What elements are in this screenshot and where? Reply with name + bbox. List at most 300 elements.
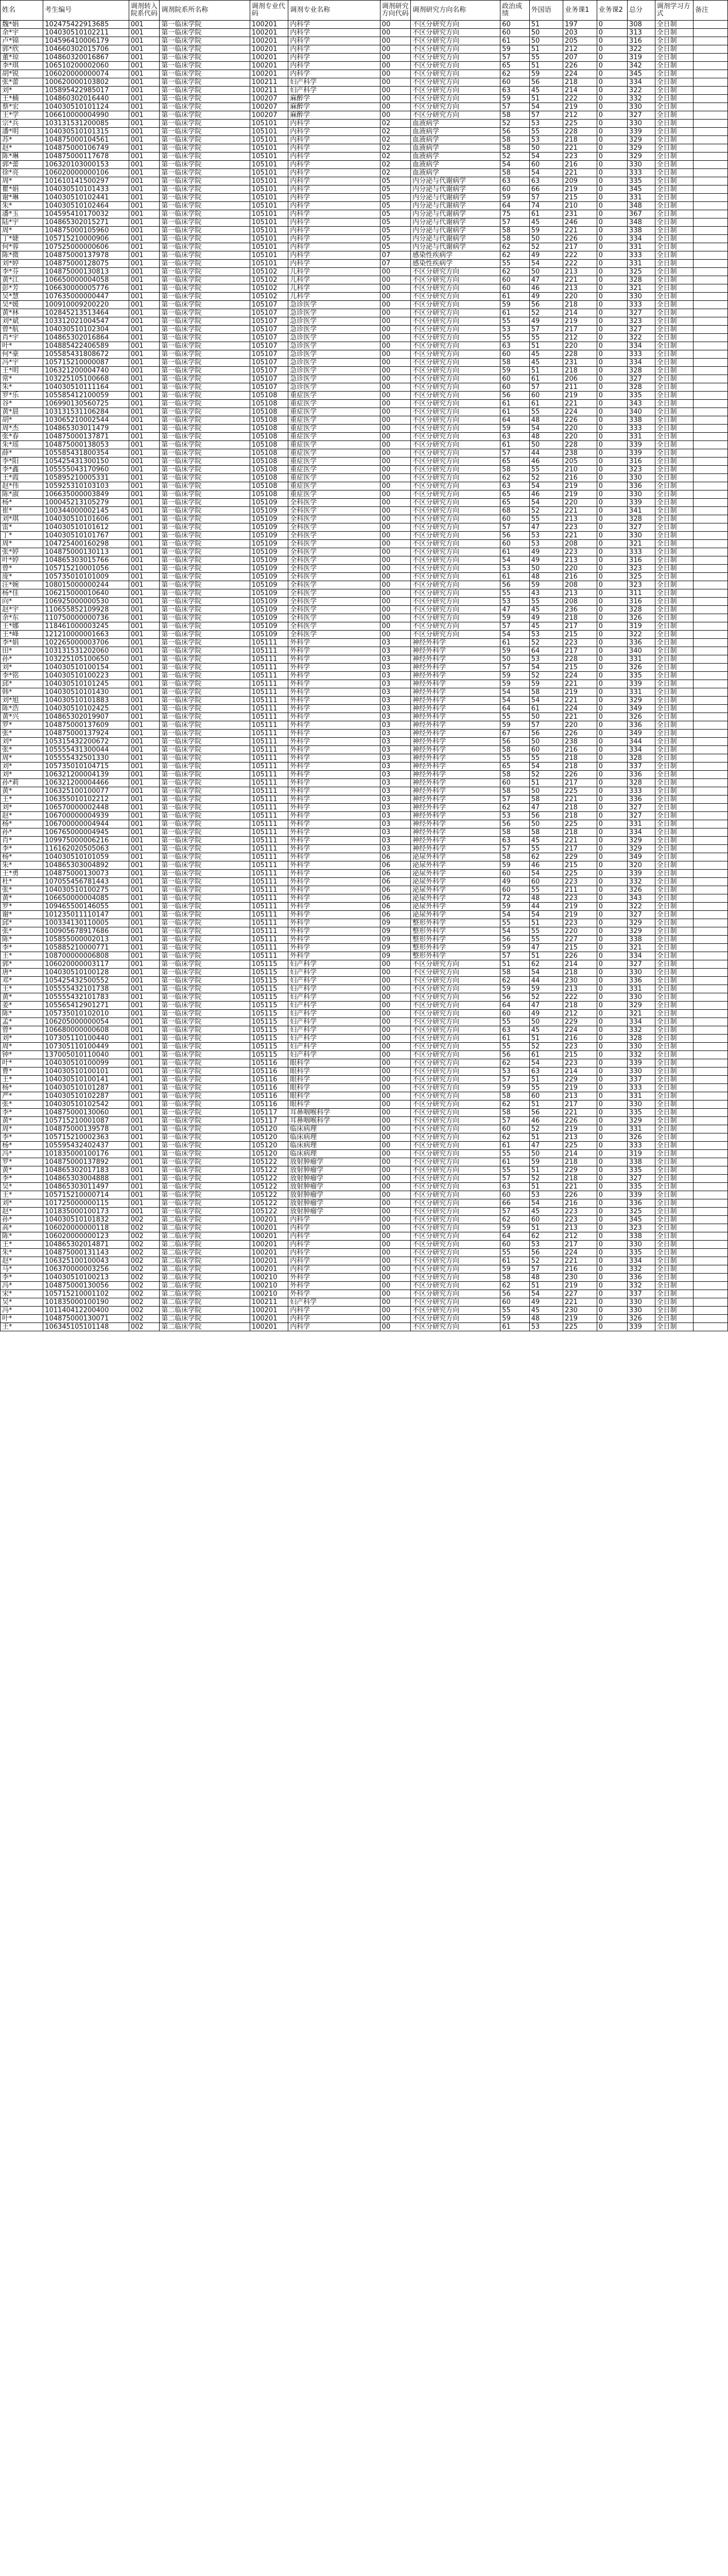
table-row xyxy=(1,631,728,639)
total-score-cell: 337 xyxy=(628,762,655,771)
study-mode-cell: 全日制 xyxy=(655,1257,693,1265)
remark-cell xyxy=(693,144,727,152)
dept-name-cell: 第一临床学院 xyxy=(160,1084,250,1092)
study-mode-cell: 全日制 xyxy=(655,795,693,804)
course-1-score-cell: 227 xyxy=(563,1290,597,1298)
politics-score-cell: 57 xyxy=(500,664,530,672)
total-score-cell: 333 xyxy=(628,787,655,795)
table-row xyxy=(1,1059,728,1067)
study-mode-cell: 全日制 xyxy=(655,45,693,54)
course-2-score-cell: 0 xyxy=(597,1274,627,1282)
total-score-cell: 328 xyxy=(628,1035,655,1043)
direction-code-cell: 00 xyxy=(380,408,410,416)
dept-name-cell: 第一临床学院 xyxy=(160,482,250,490)
foreign-language-score-cell: 57 xyxy=(529,1265,563,1274)
remark-cell xyxy=(693,284,727,293)
foreign-language-score-cell: 46 xyxy=(529,490,563,499)
course-2-score-cell: 0 xyxy=(597,878,627,886)
name-cell: 刘* xyxy=(1,738,43,746)
direction-code-cell: 00 xyxy=(380,1035,410,1043)
course-1-score-cell: 221 xyxy=(563,837,597,845)
table-row xyxy=(1,185,728,194)
foreign-language-score-cell: 51 xyxy=(529,1035,563,1043)
course-2-score-cell: 0 xyxy=(597,128,627,136)
direction-name-cell: 不区分研究方向 xyxy=(411,523,500,532)
total-score-cell: 334 xyxy=(628,235,655,243)
course-2-score-cell: 0 xyxy=(597,136,627,144)
major-code-cell: 105116 xyxy=(250,1076,288,1084)
course-1-score-cell: 220 xyxy=(563,433,597,441)
politics-score-cell: 63 xyxy=(500,87,530,95)
study-mode-cell: 全日制 xyxy=(655,507,693,515)
course-2-score-cell: 0 xyxy=(597,779,627,787)
course-1-score-cell: 215 xyxy=(563,944,597,952)
direction-name-cell: 不区分研究方向 xyxy=(411,392,500,400)
total-score-cell: 331 xyxy=(628,1125,655,1133)
remark-cell xyxy=(693,218,727,227)
course-1-score-cell: 218 xyxy=(563,828,597,837)
major-code-cell: 105116 xyxy=(250,1084,288,1092)
direction-code-cell: 00 xyxy=(380,482,410,490)
dept-name-cell: 第一临床学院 xyxy=(160,837,250,845)
course-2-score-cell: 0 xyxy=(597,804,627,812)
table-row xyxy=(1,614,728,622)
politics-score-cell: 68 xyxy=(500,507,530,515)
total-score-cell: 337 xyxy=(628,1076,655,1084)
foreign-language-score-cell: 50 xyxy=(529,37,563,45)
course-2-score-cell: 0 xyxy=(597,1208,627,1216)
major-name-cell: 急诊医学 xyxy=(288,367,380,375)
name-cell: 肖*宇 xyxy=(1,334,43,342)
remark-cell xyxy=(693,837,727,845)
study-mode-cell: 全日制 xyxy=(655,1208,693,1216)
study-mode-cell: 全日制 xyxy=(655,985,693,993)
exam-id-cell: 104875000104561 xyxy=(43,136,129,144)
dept-name-cell: 第一临床学院 xyxy=(160,795,250,804)
course-1-score-cell: 214 xyxy=(563,1150,597,1158)
politics-score-cell: 50 xyxy=(500,655,530,664)
major-code-cell: 105107 xyxy=(250,375,288,383)
politics-score-cell: 60 xyxy=(500,779,530,787)
study-mode-cell: 全日制 xyxy=(655,969,693,977)
table-row xyxy=(1,268,728,276)
politics-score-cell: 59 xyxy=(500,944,530,952)
study-mode-cell: 全日制 xyxy=(655,111,693,120)
exam-id-cell: 109975000006216 xyxy=(43,837,129,845)
foreign-language-score-cell: 54 xyxy=(529,260,563,268)
course-1-score-cell: 217 xyxy=(563,1100,597,1109)
name-cell: 张* xyxy=(1,927,43,936)
table-row xyxy=(1,804,728,812)
major-name-cell: 妇产科学 xyxy=(288,78,380,87)
total-score-cell: 336 xyxy=(628,771,655,779)
name-cell: 余*东 xyxy=(1,614,43,622)
total-score-cell: 330 xyxy=(628,490,655,499)
course-1-score-cell: 229 xyxy=(563,1166,597,1175)
direction-name-cell: 血液病学 xyxy=(411,128,500,136)
course-2-score-cell: 0 xyxy=(597,425,627,433)
study-mode-cell: 全日制 xyxy=(655,919,693,927)
major-code-cell: 105115 xyxy=(250,977,288,985)
study-mode-cell: 全日制 xyxy=(655,326,693,334)
dept-name-cell: 第一临床学院 xyxy=(160,194,250,202)
direction-code-cell: 09 xyxy=(380,919,410,927)
exam-id-cell: 100045213105279 xyxy=(43,499,129,507)
dept-code-cell: 001 xyxy=(129,1067,159,1076)
dept-code-cell: 001 xyxy=(129,936,159,944)
course-1-score-cell: 219 xyxy=(563,1125,597,1133)
direction-name-cell: 泌尿外科学 xyxy=(411,911,500,919)
exam-id-cell: 105555432101738 xyxy=(43,985,129,993)
header-remark: 备注 xyxy=(693,1,727,21)
total-score-cell: 333 xyxy=(628,169,655,177)
direction-code-cell: 00 xyxy=(380,606,410,614)
table-row xyxy=(1,820,728,828)
major-code-cell: 105101 xyxy=(250,152,288,161)
total-score-cell: 330 xyxy=(628,293,655,301)
study-mode-cell: 全日制 xyxy=(655,309,693,317)
total-score-cell: 329 xyxy=(628,919,655,927)
study-mode-cell: 全日制 xyxy=(655,1175,693,1183)
major-code-cell: 105101 xyxy=(250,194,288,202)
major-code-cell: 100201 xyxy=(250,1241,288,1249)
dept-code-cell: 001 xyxy=(129,993,159,1002)
foreign-language-score-cell: 44 xyxy=(529,903,563,911)
major-code-cell: 105122 xyxy=(250,1191,288,1199)
exam-id-cell: 101610141500297 xyxy=(43,177,129,185)
total-score-cell: 333 xyxy=(628,1142,655,1150)
course-2-score-cell: 0 xyxy=(597,169,627,177)
major-name-cell: 内科学 xyxy=(288,218,380,227)
header-exam-id: 考生编号 xyxy=(43,1,129,21)
major-code-cell: 100201 xyxy=(250,1249,288,1257)
major-name-cell: 妇产科学 xyxy=(288,993,380,1002)
name-cell: 杜* xyxy=(1,878,43,886)
remark-cell xyxy=(693,977,727,985)
dept-code-cell: 001 xyxy=(129,490,159,499)
major-name-cell: 放射肿瘤学 xyxy=(288,1191,380,1199)
dept-code-cell: 001 xyxy=(129,927,159,936)
direction-code-cell: 05 xyxy=(380,185,410,194)
direction-code-cell: 00 xyxy=(380,573,410,581)
header-total: 总分 xyxy=(628,1,655,21)
dept-name-cell: 第一临床学院 xyxy=(160,911,250,919)
politics-score-cell: 57 xyxy=(500,1208,530,1216)
dept-name-cell: 第二临床学院 xyxy=(160,1298,250,1307)
major-name-cell: 内科学 xyxy=(288,235,380,243)
name-cell: 向* xyxy=(1,598,43,606)
major-code-cell: 105111 xyxy=(250,754,288,762)
major-name-cell: 急诊医学 xyxy=(288,301,380,309)
dept-name-cell: 第一临床学院 xyxy=(160,342,250,350)
major-name-cell: 内科学 xyxy=(288,1249,380,1257)
direction-name-cell: 不区分研究方向 xyxy=(411,1298,500,1307)
direction-code-cell: 03 xyxy=(380,746,410,754)
name-cell: 黄*林 xyxy=(1,309,43,317)
remark-cell xyxy=(693,243,727,251)
study-mode-cell: 全日制 xyxy=(655,1084,693,1092)
study-mode-cell: 全日制 xyxy=(655,367,693,375)
name-cell: 朱* xyxy=(1,202,43,210)
course-1-score-cell: 213 xyxy=(563,1133,597,1142)
direction-code-cell: 03 xyxy=(380,779,410,787)
direction-code-cell: 00 xyxy=(380,87,410,95)
major-name-cell: 全科医学 xyxy=(288,548,380,556)
politics-score-cell: 58 xyxy=(500,111,530,120)
dept-code-cell: 002 xyxy=(129,1224,159,1232)
total-score-cell: 316 xyxy=(628,556,655,565)
direction-code-cell: 00 xyxy=(380,1084,410,1092)
major-code-cell: 100201 xyxy=(250,29,288,37)
total-score-cell: 320 xyxy=(628,861,655,870)
major-code-cell: 100210 xyxy=(250,1282,288,1290)
study-mode-cell: 全日制 xyxy=(655,581,693,589)
dept-name-cell: 第一临床学院 xyxy=(160,713,250,721)
course-2-score-cell: 0 xyxy=(597,1067,627,1076)
dept-name-cell: 第二临床学院 xyxy=(160,1282,250,1290)
direction-name-cell: 不区分研究方向 xyxy=(411,1142,500,1150)
course-1-score-cell: 228 xyxy=(563,655,597,664)
remark-cell xyxy=(693,1249,727,1257)
remark-cell xyxy=(693,1191,727,1199)
name-cell: 李*鑫 xyxy=(1,466,43,474)
exam-id-cell: 104030510102425 xyxy=(43,705,129,713)
study-mode-cell: 全日制 xyxy=(655,227,693,235)
course-1-score-cell: 223 xyxy=(563,1208,597,1216)
direction-code-cell: 00 xyxy=(380,985,410,993)
foreign-language-score-cell: 54 xyxy=(529,482,563,490)
major-name-cell: 全科医学 xyxy=(288,499,380,507)
dept-code-cell: 001 xyxy=(129,359,159,367)
exam-id-cell: 105715210001056 xyxy=(43,565,129,573)
dept-code-cell: 001 xyxy=(129,713,159,721)
study-mode-cell: 全日制 xyxy=(655,342,693,350)
table-row xyxy=(1,111,728,120)
exam-id-cell: 104860320016867 xyxy=(43,54,129,62)
major-name-cell: 内科学 xyxy=(288,1307,380,1315)
dept-name-cell: 第一临床学院 xyxy=(160,993,250,1002)
total-score-cell: 331 xyxy=(628,1092,655,1100)
total-score-cell: 328 xyxy=(628,383,655,392)
dept-name-cell: 第二临床学院 xyxy=(160,1232,250,1241)
remark-cell xyxy=(693,227,727,235)
direction-code-cell: 00 xyxy=(380,1059,410,1067)
remark-cell xyxy=(693,960,727,969)
direction-name-cell: 不区分研究方向 xyxy=(411,457,500,466)
exam-id-cell: 104030510100141 xyxy=(43,1076,129,1084)
name-cell: 陆*宇 xyxy=(1,218,43,227)
table-row xyxy=(1,260,728,268)
major-code-cell: 100201 xyxy=(250,37,288,45)
politics-score-cell: 60 xyxy=(500,29,530,37)
direction-name-cell: 不区分研究方向 xyxy=(411,1307,500,1315)
major-code-cell: 100201 xyxy=(250,1232,288,1241)
dept-name-cell: 第一临床学院 xyxy=(160,532,250,540)
total-score-cell: 336 xyxy=(628,977,655,985)
direction-name-cell: 不区分研究方向 xyxy=(411,499,500,507)
course-1-score-cell: 224 xyxy=(563,1249,597,1257)
name-cell: 黄* xyxy=(1,1117,43,1125)
total-score-cell: 334 xyxy=(628,746,655,754)
dept-name-cell: 第一临床学院 xyxy=(160,1133,250,1142)
course-2-score-cell: 0 xyxy=(597,284,627,293)
exam-id-cell: 101835000100173 xyxy=(43,1208,129,1216)
major-name-cell: 外科学 xyxy=(288,771,380,779)
foreign-language-score-cell: 57 xyxy=(529,383,563,392)
direction-code-cell: 00 xyxy=(380,556,410,565)
major-name-cell: 全科医学 xyxy=(288,581,380,589)
course-1-score-cell: 230 xyxy=(563,1307,597,1315)
major-code-cell: 105111 xyxy=(250,672,288,680)
major-name-cell: 内科学 xyxy=(288,29,380,37)
dept-code-cell: 001 xyxy=(129,532,159,540)
major-name-cell: 临床病理 xyxy=(288,1142,380,1150)
course-1-score-cell: 216 xyxy=(563,746,597,754)
politics-score-cell: 49 xyxy=(500,878,530,886)
total-score-cell: 349 xyxy=(628,705,655,713)
direction-code-cell: 05 xyxy=(380,177,410,185)
dept-name-cell: 第一临床学院 xyxy=(160,1142,250,1150)
course-1-score-cell: 228 xyxy=(563,350,597,359)
politics-score-cell: 58 xyxy=(500,1274,530,1282)
politics-score-cell: 51 xyxy=(500,960,530,969)
direction-code-cell: 00 xyxy=(380,1043,410,1051)
remark-cell xyxy=(693,622,727,631)
dept-code-cell: 002 xyxy=(129,1290,159,1298)
politics-score-cell: 47 xyxy=(500,606,530,614)
study-mode-cell: 全日制 xyxy=(655,1307,693,1315)
dept-code-cell: 001 xyxy=(129,697,159,705)
dept-code-cell: 001 xyxy=(129,614,159,622)
politics-score-cell: 59 xyxy=(500,301,530,309)
major-code-cell: 105101 xyxy=(250,243,288,251)
table-row xyxy=(1,639,728,647)
total-score-cell: 330 xyxy=(628,993,655,1002)
exam-id-cell: 103225105100650 xyxy=(43,655,129,664)
dept-code-cell: 001 xyxy=(129,672,159,680)
foreign-language-score-cell: 59 xyxy=(529,581,563,589)
name-cell: 刘*旭 xyxy=(1,697,43,705)
study-mode-cell: 全日制 xyxy=(655,1282,693,1290)
course-1-score-cell: 212 xyxy=(563,45,597,54)
dept-code-cell: 001 xyxy=(129,977,159,985)
name-cell: 王*勇 xyxy=(1,870,43,878)
direction-name-cell: 不区分研究方向 xyxy=(411,606,500,614)
foreign-language-score-cell: 48 xyxy=(529,894,563,903)
major-name-cell: 内科学 xyxy=(288,161,380,169)
exam-id-cell: 104875000130073 xyxy=(43,870,129,878)
study-mode-cell: 全日制 xyxy=(655,779,693,787)
remark-cell xyxy=(693,359,727,367)
direction-code-cell: 00 xyxy=(380,457,410,466)
direction-name-cell: 不区分研究方向 xyxy=(411,1125,500,1133)
major-name-cell: 眼科学 xyxy=(288,1100,380,1109)
name-cell: 张* xyxy=(1,886,43,894)
name-cell: 瞿*娟 xyxy=(1,185,43,194)
table-row xyxy=(1,1158,728,1166)
dept-name-cell: 第一临床学院 xyxy=(160,1059,250,1067)
course-2-score-cell: 0 xyxy=(597,1002,627,1010)
foreign-language-score-cell: 54 xyxy=(529,169,563,177)
dept-name-cell: 第一临床学院 xyxy=(160,433,250,441)
direction-name-cell: 泌尿外科学 xyxy=(411,853,500,861)
table-row xyxy=(1,606,728,614)
foreign-language-score-cell: 55 xyxy=(529,927,563,936)
course-2-score-cell: 0 xyxy=(597,251,627,260)
course-2-score-cell: 0 xyxy=(597,499,627,507)
major-name-cell: 儿科学 xyxy=(288,276,380,284)
direction-code-cell: 00 xyxy=(380,284,410,293)
name-cell: 胡* xyxy=(1,416,43,425)
politics-score-cell: 52 xyxy=(500,152,530,161)
course-1-score-cell: 217 xyxy=(563,779,597,787)
direction-name-cell: 神经外科学 xyxy=(411,837,500,845)
remark-cell xyxy=(693,1290,727,1298)
dept-code-cell: 001 xyxy=(129,29,159,37)
name-cell: 邱* xyxy=(1,919,43,927)
total-score-cell: 332 xyxy=(628,1265,655,1274)
course-1-score-cell: 213 xyxy=(563,556,597,565)
foreign-language-score-cell: 45 xyxy=(529,837,563,845)
dept-code-cell: 002 xyxy=(129,1216,159,1224)
direction-code-cell: 00 xyxy=(380,425,410,433)
total-score-cell: 336 xyxy=(628,795,655,804)
politics-score-cell: 54 xyxy=(500,927,530,936)
major-code-cell: 105108 xyxy=(250,482,288,490)
major-name-cell: 外科学 xyxy=(288,812,380,820)
major-name-cell: 内科学 xyxy=(288,1265,380,1274)
direction-name-cell: 不区分研究方向 xyxy=(411,556,500,565)
major-name-cell: 临床病理 xyxy=(288,1125,380,1133)
remark-cell xyxy=(693,795,727,804)
exam-id-cell: 105315432200672 xyxy=(43,738,129,746)
exam-id-cell: 104875000130813 xyxy=(43,268,129,276)
course-2-score-cell: 0 xyxy=(597,581,627,589)
course-2-score-cell: 0 xyxy=(597,894,627,903)
direction-name-cell: 泌尿外科学 xyxy=(411,878,500,886)
table-row xyxy=(1,548,728,556)
name-cell: 吴*慧 xyxy=(1,293,43,301)
direction-name-cell: 不区分研究方向 xyxy=(411,95,500,103)
remark-cell xyxy=(693,1298,727,1307)
name-cell: 叶*婷 xyxy=(1,556,43,565)
foreign-language-score-cell: 47 xyxy=(529,944,563,952)
total-score-cell: 311 xyxy=(628,589,655,598)
remark-cell xyxy=(693,367,727,375)
remark-cell xyxy=(693,1043,727,1051)
major-name-cell: 急诊医学 xyxy=(288,317,380,326)
course-2-score-cell: 0 xyxy=(597,45,627,54)
exam-id-cell: 106635000003849 xyxy=(43,490,129,499)
major-code-cell: 105111 xyxy=(250,705,288,713)
major-name-cell: 外科学 xyxy=(288,730,380,738)
dept-name-cell: 第一临床学院 xyxy=(160,680,250,688)
table-row xyxy=(1,1109,728,1117)
major-name-cell: 外科学 xyxy=(288,746,380,754)
course-1-score-cell: 219 xyxy=(563,911,597,919)
total-score-cell: 345 xyxy=(628,1216,655,1224)
total-score-cell: 331 xyxy=(628,433,655,441)
direction-name-cell: 血液病学 xyxy=(411,152,500,161)
dept-name-cell: 第一临床学院 xyxy=(160,878,250,886)
study-mode-cell: 全日制 xyxy=(655,688,693,697)
table-row xyxy=(1,688,728,697)
table-row xyxy=(1,730,728,738)
course-1-score-cell: 221 xyxy=(563,713,597,721)
exam-id-cell: 106020000000118 xyxy=(43,1224,129,1232)
study-mode-cell: 全日制 xyxy=(655,927,693,936)
major-name-cell: 外科学 xyxy=(288,697,380,705)
